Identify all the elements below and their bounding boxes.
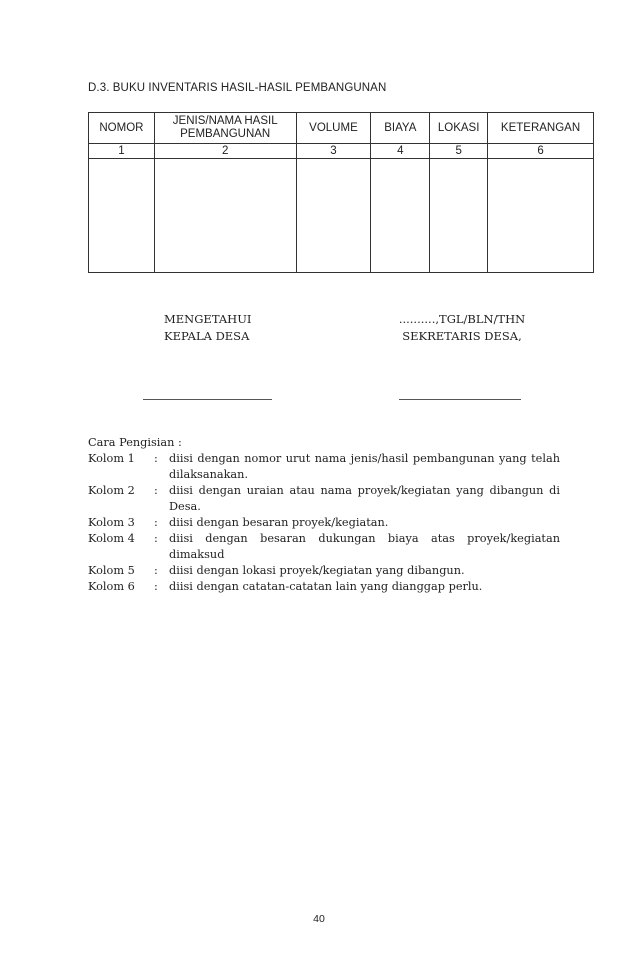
instruction-item [88,483,560,515]
instruction-colon: : [154,532,158,545]
instruction-text: diisi dengan catatan-catatan lain yang dianggap perlu. [169,580,483,593]
instruction-item [88,579,560,595]
signature-right-line1: ..........,TGL/BLN/THN [398,312,526,326]
instruction-text: diisi dengan uraian atau nama proyek/kegiatan yang dibangun di Desa. [169,484,560,513]
instruction-label: Kolom 2 [88,484,135,497]
instructions-title: Cara Pengisian : [88,436,182,449]
empty-cell [154,159,296,273]
filling-instructions [88,435,560,595]
page-number: 40 [313,913,325,925]
empty-cell [430,159,488,273]
column-number: 6 [488,144,594,159]
instruction-item [88,531,560,563]
instruction-colon: : [154,580,158,593]
signature-line-left [143,399,272,400]
header-lokasi: LOKASI [430,113,488,144]
instruction-colon: : [154,452,158,465]
instruction-item [88,563,560,579]
header-volume: VOLUME [296,113,371,144]
column-number-row [89,144,594,159]
header-biaya: BIAYA [371,113,430,144]
column-number: 3 [296,144,371,159]
column-number: 4 [371,144,430,159]
signature-block-sekretaris [389,311,535,345]
instruction-text: diisi dengan besaran dukungan biaya atas proyek/kegiatan dimaksud [169,532,560,561]
signature-line-right [399,399,521,400]
inventory-table [88,112,594,273]
instruction-item [88,515,560,531]
instruction-label: Kolom 3 [88,516,135,529]
instruction-colon: : [154,516,158,529]
table-header-row [89,113,594,144]
instruction-text: diisi dengan nomor urut nama jenis/hasil pembangunan yang telah dilaksanakan. [169,452,560,481]
instruction-label: Kolom 4 [88,532,135,545]
header-keterangan: KETERANGAN [488,113,594,144]
empty-cell [296,159,371,273]
header-jenis-nama: JENIS/NAMA HASIL PEMBANGUNAN [154,113,296,144]
empty-cell [89,159,155,273]
empty-cell [371,159,430,273]
instruction-text: diisi dengan lokasi proyek/kegiatan yang dibangun. [169,564,465,577]
signature-right-line2: SEKRETARIS DESA, [402,329,522,343]
signature-left-line1: MENGETAHUI [164,312,252,326]
instruction-colon: : [154,484,158,497]
instruction-colon: : [154,564,158,577]
instruction-label: Kolom 1 [88,452,135,465]
column-number: 2 [154,144,296,159]
section-title: D.3. BUKU INVENTARIS HASIL-HASIL PEMBANGUNAN [88,82,387,94]
column-number: 1 [89,144,155,159]
signature-block-kepala-desa [164,311,251,345]
instruction-label: Kolom 6 [88,580,135,593]
instruction-label: Kolom 5 [88,564,135,577]
table-body-row [89,159,594,273]
header-nomor: NOMOR [89,113,155,144]
empty-cell [488,159,594,273]
signature-left-line2: KEPALA DESA [164,329,250,343]
column-number: 5 [430,144,488,159]
instruction-item [88,451,560,483]
instruction-text: diisi dengan besaran proyek/kegiatan. [169,516,389,529]
